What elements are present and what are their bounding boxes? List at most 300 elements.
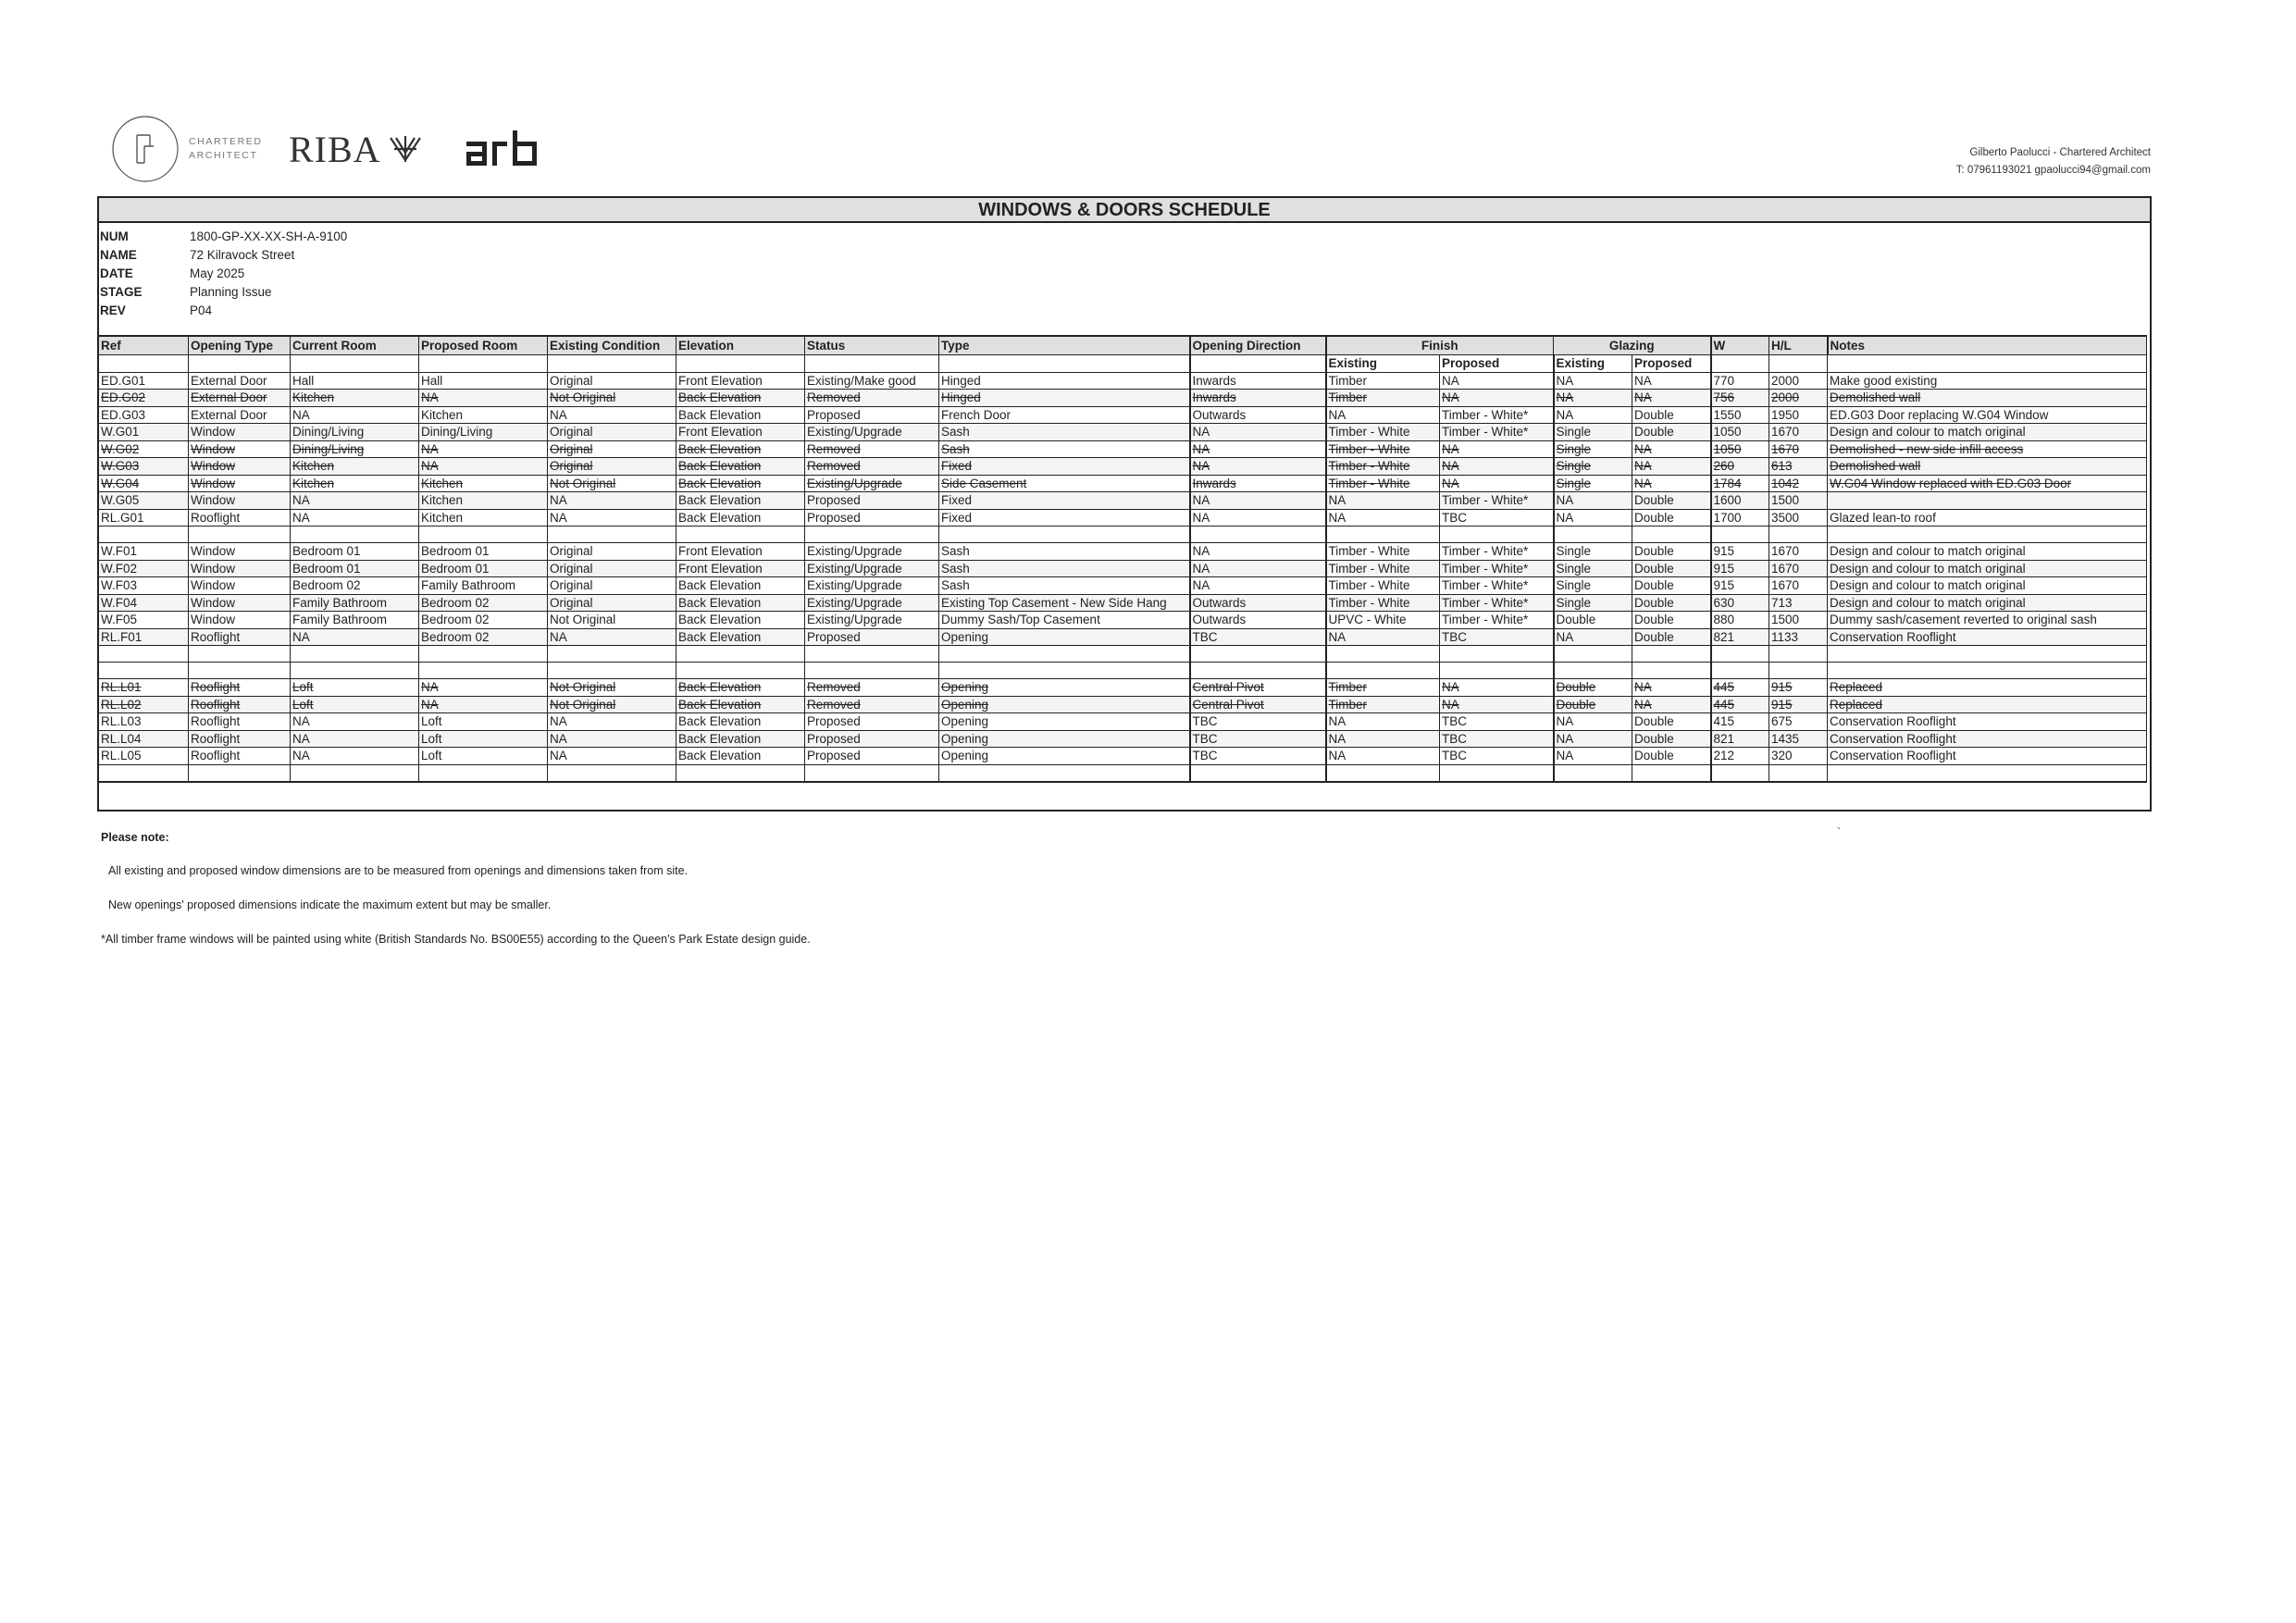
table-cell: Dummy sash/casement reverted to original sash <box>1828 612 2147 629</box>
column-header: Glazing <box>1554 336 1711 355</box>
table-cell: Existing/Upgrade <box>805 612 939 629</box>
table-cell: Hall <box>419 372 548 390</box>
table-cell: TBC <box>1190 713 1326 731</box>
table-cell: Not Original <box>548 390 676 407</box>
riba-logo: RIBA <box>289 128 424 171</box>
table-cell: NA <box>1554 628 1632 646</box>
table-row <box>99 475 2147 492</box>
meta-value: Planning Issue <box>190 285 272 299</box>
table-cell: Back Elevation <box>676 679 805 697</box>
table-cell <box>1554 646 1632 663</box>
table-cell: Back Elevation <box>676 628 805 646</box>
table-cell: Fixed <box>939 458 1190 476</box>
table-cell: Timber <box>1326 679 1440 697</box>
table-cell: Proposed <box>805 730 939 748</box>
table-cell <box>1711 646 1769 663</box>
table-cell: Rooflight <box>189 509 291 527</box>
table-cell: NA <box>1326 509 1440 527</box>
table-cell: 1784 <box>1711 475 1769 492</box>
table-cell: Replaced <box>1828 696 2147 713</box>
schedule-title: WINDOWS & DOORS SCHEDULE <box>99 198 2150 223</box>
table-cell: 915 <box>1711 577 1769 595</box>
column-header: Type <box>939 336 1190 355</box>
table-cell: Back Elevation <box>676 509 805 527</box>
table-cell: W.F02 <box>99 560 189 577</box>
table-cell: NA <box>1190 509 1326 527</box>
table-cell: Double <box>1632 713 1711 731</box>
table-cell: 1550 <box>1711 406 1769 424</box>
table-cell: RL.F01 <box>99 628 189 646</box>
column-subheader-empty <box>1190 355 1326 373</box>
table-cell <box>1632 663 1711 679</box>
table-cell: Conservation Rooflight <box>1828 628 2147 646</box>
table-cell: Loft <box>419 713 548 731</box>
table-cell: Bedroom 01 <box>419 560 548 577</box>
notes-section <box>101 831 811 965</box>
table-cell: NA <box>1554 509 1632 527</box>
column-header: Notes <box>1828 336 2147 355</box>
table-cell <box>805 764 939 782</box>
table-cell: Existing/Upgrade <box>805 543 939 561</box>
table-cell: Back Elevation <box>676 612 805 629</box>
table-cell: Window <box>189 577 291 595</box>
table-cell: Dining/Living <box>419 424 548 441</box>
table-cell <box>1326 663 1440 679</box>
table-cell: RL.L05 <box>99 748 189 765</box>
table-cell <box>1190 527 1326 543</box>
table-cell: TBC <box>1440 713 1554 731</box>
column-subheader: Existing <box>1554 355 1632 373</box>
table-cell: 1700 <box>1711 509 1769 527</box>
table-cell: Original <box>548 543 676 561</box>
table-cell: Front Elevation <box>676 372 805 390</box>
table-cell: W.G03 <box>99 458 189 476</box>
table-cell <box>1711 764 1769 782</box>
table-cell: Rooflight <box>189 730 291 748</box>
meta-row <box>100 265 347 283</box>
table-row <box>99 713 2147 731</box>
table-row <box>99 628 2147 646</box>
table-cell: Central Pivot <box>1190 696 1326 713</box>
table-cell <box>548 764 676 782</box>
table-cell: Original <box>548 424 676 441</box>
table-cell: 1950 <box>1769 406 1828 424</box>
table-cell: NA <box>1440 475 1554 492</box>
column-subheader: Proposed <box>1632 355 1711 373</box>
table-cell <box>939 764 1190 782</box>
table-cell: Existing/Upgrade <box>805 475 939 492</box>
table-cell <box>1440 764 1554 782</box>
table-cell: Bedroom 01 <box>419 543 548 561</box>
table-cell: Inwards <box>1190 475 1326 492</box>
table-cell: Design and colour to match original <box>1828 577 2147 595</box>
table-cell: Opening <box>939 748 1190 765</box>
table-cell: Timber <box>1326 372 1440 390</box>
table-cell: Not Original <box>548 679 676 697</box>
table-cell: Kitchen <box>419 406 548 424</box>
table-cell: NA <box>1554 390 1632 407</box>
table-cell: 320 <box>1769 748 1828 765</box>
table-cell: Proposed <box>805 748 939 765</box>
table-row <box>99 612 2147 629</box>
table-cell: 915 <box>1769 696 1828 713</box>
riba-mark-icon <box>387 132 424 166</box>
table-cell: W.G04 <box>99 475 189 492</box>
table-cell: 1500 <box>1769 612 1828 629</box>
table-cell: NA <box>1632 390 1711 407</box>
table-cell: NA <box>1554 372 1632 390</box>
table-cell: Timber - White <box>1326 543 1440 561</box>
table-cell: W.G04 Window replaced with ED.G03 Door <box>1828 475 2147 492</box>
table-cell: Replaced <box>1828 679 2147 697</box>
table-cell: Window <box>189 424 291 441</box>
table-cell: Design and colour to match original <box>1828 560 2147 577</box>
table-cell: Front Elevation <box>676 560 805 577</box>
table-cell: Back Elevation <box>676 458 805 476</box>
table-cell: Single <box>1554 475 1632 492</box>
table-cell: Window <box>189 543 291 561</box>
table-cell <box>99 646 189 663</box>
notes-title: Please note: <box>101 831 169 844</box>
meta-row <box>100 283 347 302</box>
table-cell: Demolished - new side infill access <box>1828 440 2147 458</box>
table-cell: RL.L03 <box>99 713 189 731</box>
table-cell <box>676 764 805 782</box>
table-row <box>99 696 2147 713</box>
table-cell <box>939 527 1190 543</box>
table-cell: NA <box>1326 713 1440 731</box>
table-cell: Kitchen <box>291 475 419 492</box>
table-cell: Removed <box>805 440 939 458</box>
table-cell: Double <box>1632 424 1711 441</box>
gp-chartered-architect-logo <box>111 115 180 183</box>
table-cell: 915 <box>1711 560 1769 577</box>
table-cell: Timber <box>1326 390 1440 407</box>
table-cell: Single <box>1554 440 1632 458</box>
table-cell: Timber - White <box>1326 424 1440 441</box>
table-cell: 1670 <box>1769 424 1828 441</box>
table-cell: Family Bathroom <box>291 612 419 629</box>
table-cell: RL.L04 <box>99 730 189 748</box>
table-cell: NA <box>1440 679 1554 697</box>
table-cell: Dining/Living <box>291 440 419 458</box>
table-cell: Design and colour to match original <box>1828 424 2147 441</box>
table-cell: NA <box>1326 628 1440 646</box>
table-row <box>99 679 2147 697</box>
table-cell: Front Elevation <box>676 424 805 441</box>
table-cell: NA <box>1190 492 1326 510</box>
table-cell: 445 <box>1711 696 1769 713</box>
table-cell: NA <box>1440 696 1554 713</box>
table-cell: NA <box>419 679 548 697</box>
table-cell: 915 <box>1769 679 1828 697</box>
note-line: New openings' proposed dimensions indicate the maximum extent but may be smaller. <box>108 898 552 911</box>
table-row <box>99 748 2147 765</box>
table-cell: Window <box>189 560 291 577</box>
table-cell <box>676 663 805 679</box>
table-cell: TBC <box>1440 509 1554 527</box>
note-line: All existing and proposed window dimensions are to be measured from openings and dimensions taken from site. <box>108 864 689 877</box>
table-cell <box>189 663 291 679</box>
column-subheader-empty <box>805 355 939 373</box>
table-cell: 445 <box>1711 679 1769 697</box>
column-subheader-empty <box>548 355 676 373</box>
table-cell: Rooflight <box>189 748 291 765</box>
table-cell <box>189 764 291 782</box>
schedule-meta <box>100 228 347 320</box>
table-cell: Double <box>1632 612 1711 629</box>
table-cell: NA <box>1326 406 1440 424</box>
table-cell: 880 <box>1711 612 1769 629</box>
table-cell: 1050 <box>1711 424 1769 441</box>
column-subheader-empty <box>676 355 805 373</box>
table-cell: Dining/Living <box>291 424 419 441</box>
table-cell: Window <box>189 475 291 492</box>
table-cell: NA <box>548 713 676 731</box>
table-cell: Timber - White* <box>1440 612 1554 629</box>
table-cell <box>1440 527 1554 543</box>
table-cell: 770 <box>1711 372 1769 390</box>
table-cell <box>805 663 939 679</box>
table-cell: Timber - White <box>1326 458 1440 476</box>
table-cell: Kitchen <box>419 509 548 527</box>
contact-block <box>1956 144 2151 180</box>
table-cell <box>189 646 291 663</box>
table-cell: Bedroom 01 <box>291 560 419 577</box>
table-cell: Double <box>1632 509 1711 527</box>
table-cell: Timber - White <box>1326 560 1440 577</box>
table-cell: Double <box>1632 406 1711 424</box>
table-cell: Single <box>1554 560 1632 577</box>
note-line: *All timber frame windows will be painted using white (British Standards No. BS00E55) according to the Queen's Park Estate design guide. <box>101 933 811 946</box>
table-cell: Fixed <box>939 509 1190 527</box>
table-cell: External Door <box>189 390 291 407</box>
meta-value: P04 <box>190 304 213 317</box>
table-cell <box>1828 764 2147 782</box>
table-cell: NA <box>1632 679 1711 697</box>
table-cell: NA <box>1326 492 1440 510</box>
table-cell: Window <box>189 492 291 510</box>
table-cell: Double <box>1554 679 1632 697</box>
table-cell: Single <box>1554 424 1632 441</box>
table-cell: Existing/Upgrade <box>805 577 939 595</box>
table-cell: Back Elevation <box>676 696 805 713</box>
schedule-table <box>98 335 2147 783</box>
table-cell: Conservation Rooflight <box>1828 730 2147 748</box>
table-cell: 821 <box>1711 730 1769 748</box>
table-cell: Timber - White* <box>1440 560 1554 577</box>
table-cell: Not Original <box>548 696 676 713</box>
table-cell: NA <box>548 730 676 748</box>
table-cell: NA <box>1326 730 1440 748</box>
stray-mark: ` <box>1837 825 1841 838</box>
table-cell: Loft <box>419 730 548 748</box>
table-cell: Outwards <box>1190 406 1326 424</box>
table-cell <box>1769 527 1828 543</box>
table-cell: NA <box>548 406 676 424</box>
table-cell: NA <box>291 492 419 510</box>
table-cell: Opening <box>939 679 1190 697</box>
table-cell: Timber - White* <box>1440 594 1554 612</box>
table-cell <box>419 764 548 782</box>
table-cell <box>548 646 676 663</box>
table-cell: Loft <box>291 696 419 713</box>
table-cell: UPVC - White <box>1326 612 1440 629</box>
table-cell: Back Elevation <box>676 406 805 424</box>
table-cell: Back Elevation <box>676 440 805 458</box>
table-cell: NA <box>1632 372 1711 390</box>
table-row <box>99 509 2147 527</box>
table-cell: Timber <box>1326 696 1440 713</box>
table-cell <box>1711 527 1769 543</box>
table-cell: Proposed <box>805 509 939 527</box>
table-cell: 1670 <box>1769 577 1828 595</box>
table-cell: NA <box>1440 458 1554 476</box>
table-cell <box>419 663 548 679</box>
table-row <box>99 406 2147 424</box>
table-row <box>99 543 2147 561</box>
table-cell: Window <box>189 612 291 629</box>
table-cell: 1500 <box>1769 492 1828 510</box>
table-cell: Hinged <box>939 372 1190 390</box>
table-cell: ED.G03 <box>99 406 189 424</box>
table-cell: Kitchen <box>291 390 419 407</box>
table-cell: Window <box>189 458 291 476</box>
table-cell: Existing/Upgrade <box>805 424 939 441</box>
table-cell: Original <box>548 440 676 458</box>
table-cell <box>1190 663 1326 679</box>
table-cell: Removed <box>805 458 939 476</box>
table-cell: Back Elevation <box>676 492 805 510</box>
table-cell: Bedroom 02 <box>419 594 548 612</box>
table-cell <box>1828 646 2147 663</box>
table-cell: Sash <box>939 424 1190 441</box>
table-cell: 1670 <box>1769 560 1828 577</box>
column-header: Finish <box>1326 336 1554 355</box>
meta-key: REV <box>100 304 126 317</box>
table-cell: Double <box>1632 628 1711 646</box>
table-cell: Loft <box>419 748 548 765</box>
table-cell: Existing/Make good <box>805 372 939 390</box>
table-cell: NA <box>1554 406 1632 424</box>
table-cell: Timber - White <box>1326 577 1440 595</box>
table-cell <box>676 527 805 543</box>
table-cell: TBC <box>1190 748 1326 765</box>
table-cell: Rooflight <box>189 713 291 731</box>
table-cell: NA <box>291 730 419 748</box>
contact-name: Gilberto Paolucci - Chartered Architect <box>1969 147 2151 158</box>
table-cell: NA <box>1190 424 1326 441</box>
table-spacer-row <box>99 764 2147 782</box>
table-cell: 915 <box>1711 543 1769 561</box>
table-spacer-row <box>99 646 2147 663</box>
table-cell: Back Elevation <box>676 577 805 595</box>
table-cell: NA <box>1554 713 1632 731</box>
table-cell: 415 <box>1711 713 1769 731</box>
table-cell: Double <box>1554 612 1632 629</box>
table-cell: NA <box>548 628 676 646</box>
table-cell: Existing/Upgrade <box>805 594 939 612</box>
table-cell: Sash <box>939 577 1190 595</box>
table-cell: ED.G01 <box>99 372 189 390</box>
table-cell: Timber - White <box>1326 594 1440 612</box>
table-cell: Sash <box>939 560 1190 577</box>
table-cell: NA <box>1632 696 1711 713</box>
column-subheader-empty <box>189 355 291 373</box>
table-cell <box>1190 646 1326 663</box>
table-cell: Proposed <box>805 713 939 731</box>
table-row <box>99 577 2147 595</box>
table-cell <box>676 646 805 663</box>
meta-key: DATE <box>100 266 133 280</box>
table-cell: TBC <box>1440 748 1554 765</box>
table-cell: Window <box>189 594 291 612</box>
table-cell: 2000 <box>1769 390 1828 407</box>
table-cell <box>1828 492 2147 510</box>
meta-key: NAME <box>100 248 137 262</box>
schedule-frame <box>97 196 2152 812</box>
table-cell: NA <box>1440 390 1554 407</box>
table-cell: NA <box>1190 440 1326 458</box>
table-cell: Back Elevation <box>676 713 805 731</box>
table-cell: NA <box>291 406 419 424</box>
table-cell <box>805 646 939 663</box>
meta-value: May 2025 <box>190 266 245 280</box>
column-header: Proposed Room <box>419 336 548 355</box>
table-spacer-row <box>99 663 2147 679</box>
meta-key: NUM <box>100 229 129 243</box>
table-cell: Removed <box>805 679 939 697</box>
table-cell: NA <box>1440 372 1554 390</box>
table-row <box>99 372 2147 390</box>
table-cell: Timber - White <box>1326 475 1440 492</box>
table-cell <box>419 527 548 543</box>
table-cell: RL.G01 <box>99 509 189 527</box>
contact-phone-email: T: 07961193021 gpaolucci94@gmail.com <box>1955 165 2151 176</box>
table-cell: Removed <box>805 390 939 407</box>
table-cell <box>99 663 189 679</box>
table-cell: Kitchen <box>419 492 548 510</box>
table-cell: 3500 <box>1769 509 1828 527</box>
table-row <box>99 440 2147 458</box>
table-cell: Double <box>1632 730 1711 748</box>
table-cell <box>291 527 419 543</box>
table-cell: TBC <box>1190 628 1326 646</box>
table-cell: Hall <box>291 372 419 390</box>
column-header: Opening Type <box>189 336 291 355</box>
table-cell: Demolished wall <box>1828 458 2147 476</box>
table-cell: NA <box>291 713 419 731</box>
table-cell: NA <box>1554 492 1632 510</box>
table-cell: 1042 <box>1769 475 1828 492</box>
column-header: Elevation <box>676 336 805 355</box>
table-cell: Outwards <box>1190 594 1326 612</box>
meta-row <box>100 302 347 320</box>
table-cell <box>1554 764 1632 782</box>
column-subheader-empty <box>419 355 548 373</box>
table-cell: Rooflight <box>189 628 291 646</box>
table-cell: Proposed <box>805 492 939 510</box>
table-cell: Not Original <box>548 475 676 492</box>
table-cell <box>1440 663 1554 679</box>
table-cell: Front Elevation <box>676 543 805 561</box>
table-cell: Timber - White* <box>1440 577 1554 595</box>
table-cell: Existing Top Casement - New Side Hang <box>939 594 1190 612</box>
table-cell: 1670 <box>1769 440 1828 458</box>
table-cell: NA <box>1632 458 1711 476</box>
table-cell: French Door <box>939 406 1190 424</box>
table-cell <box>1554 527 1632 543</box>
